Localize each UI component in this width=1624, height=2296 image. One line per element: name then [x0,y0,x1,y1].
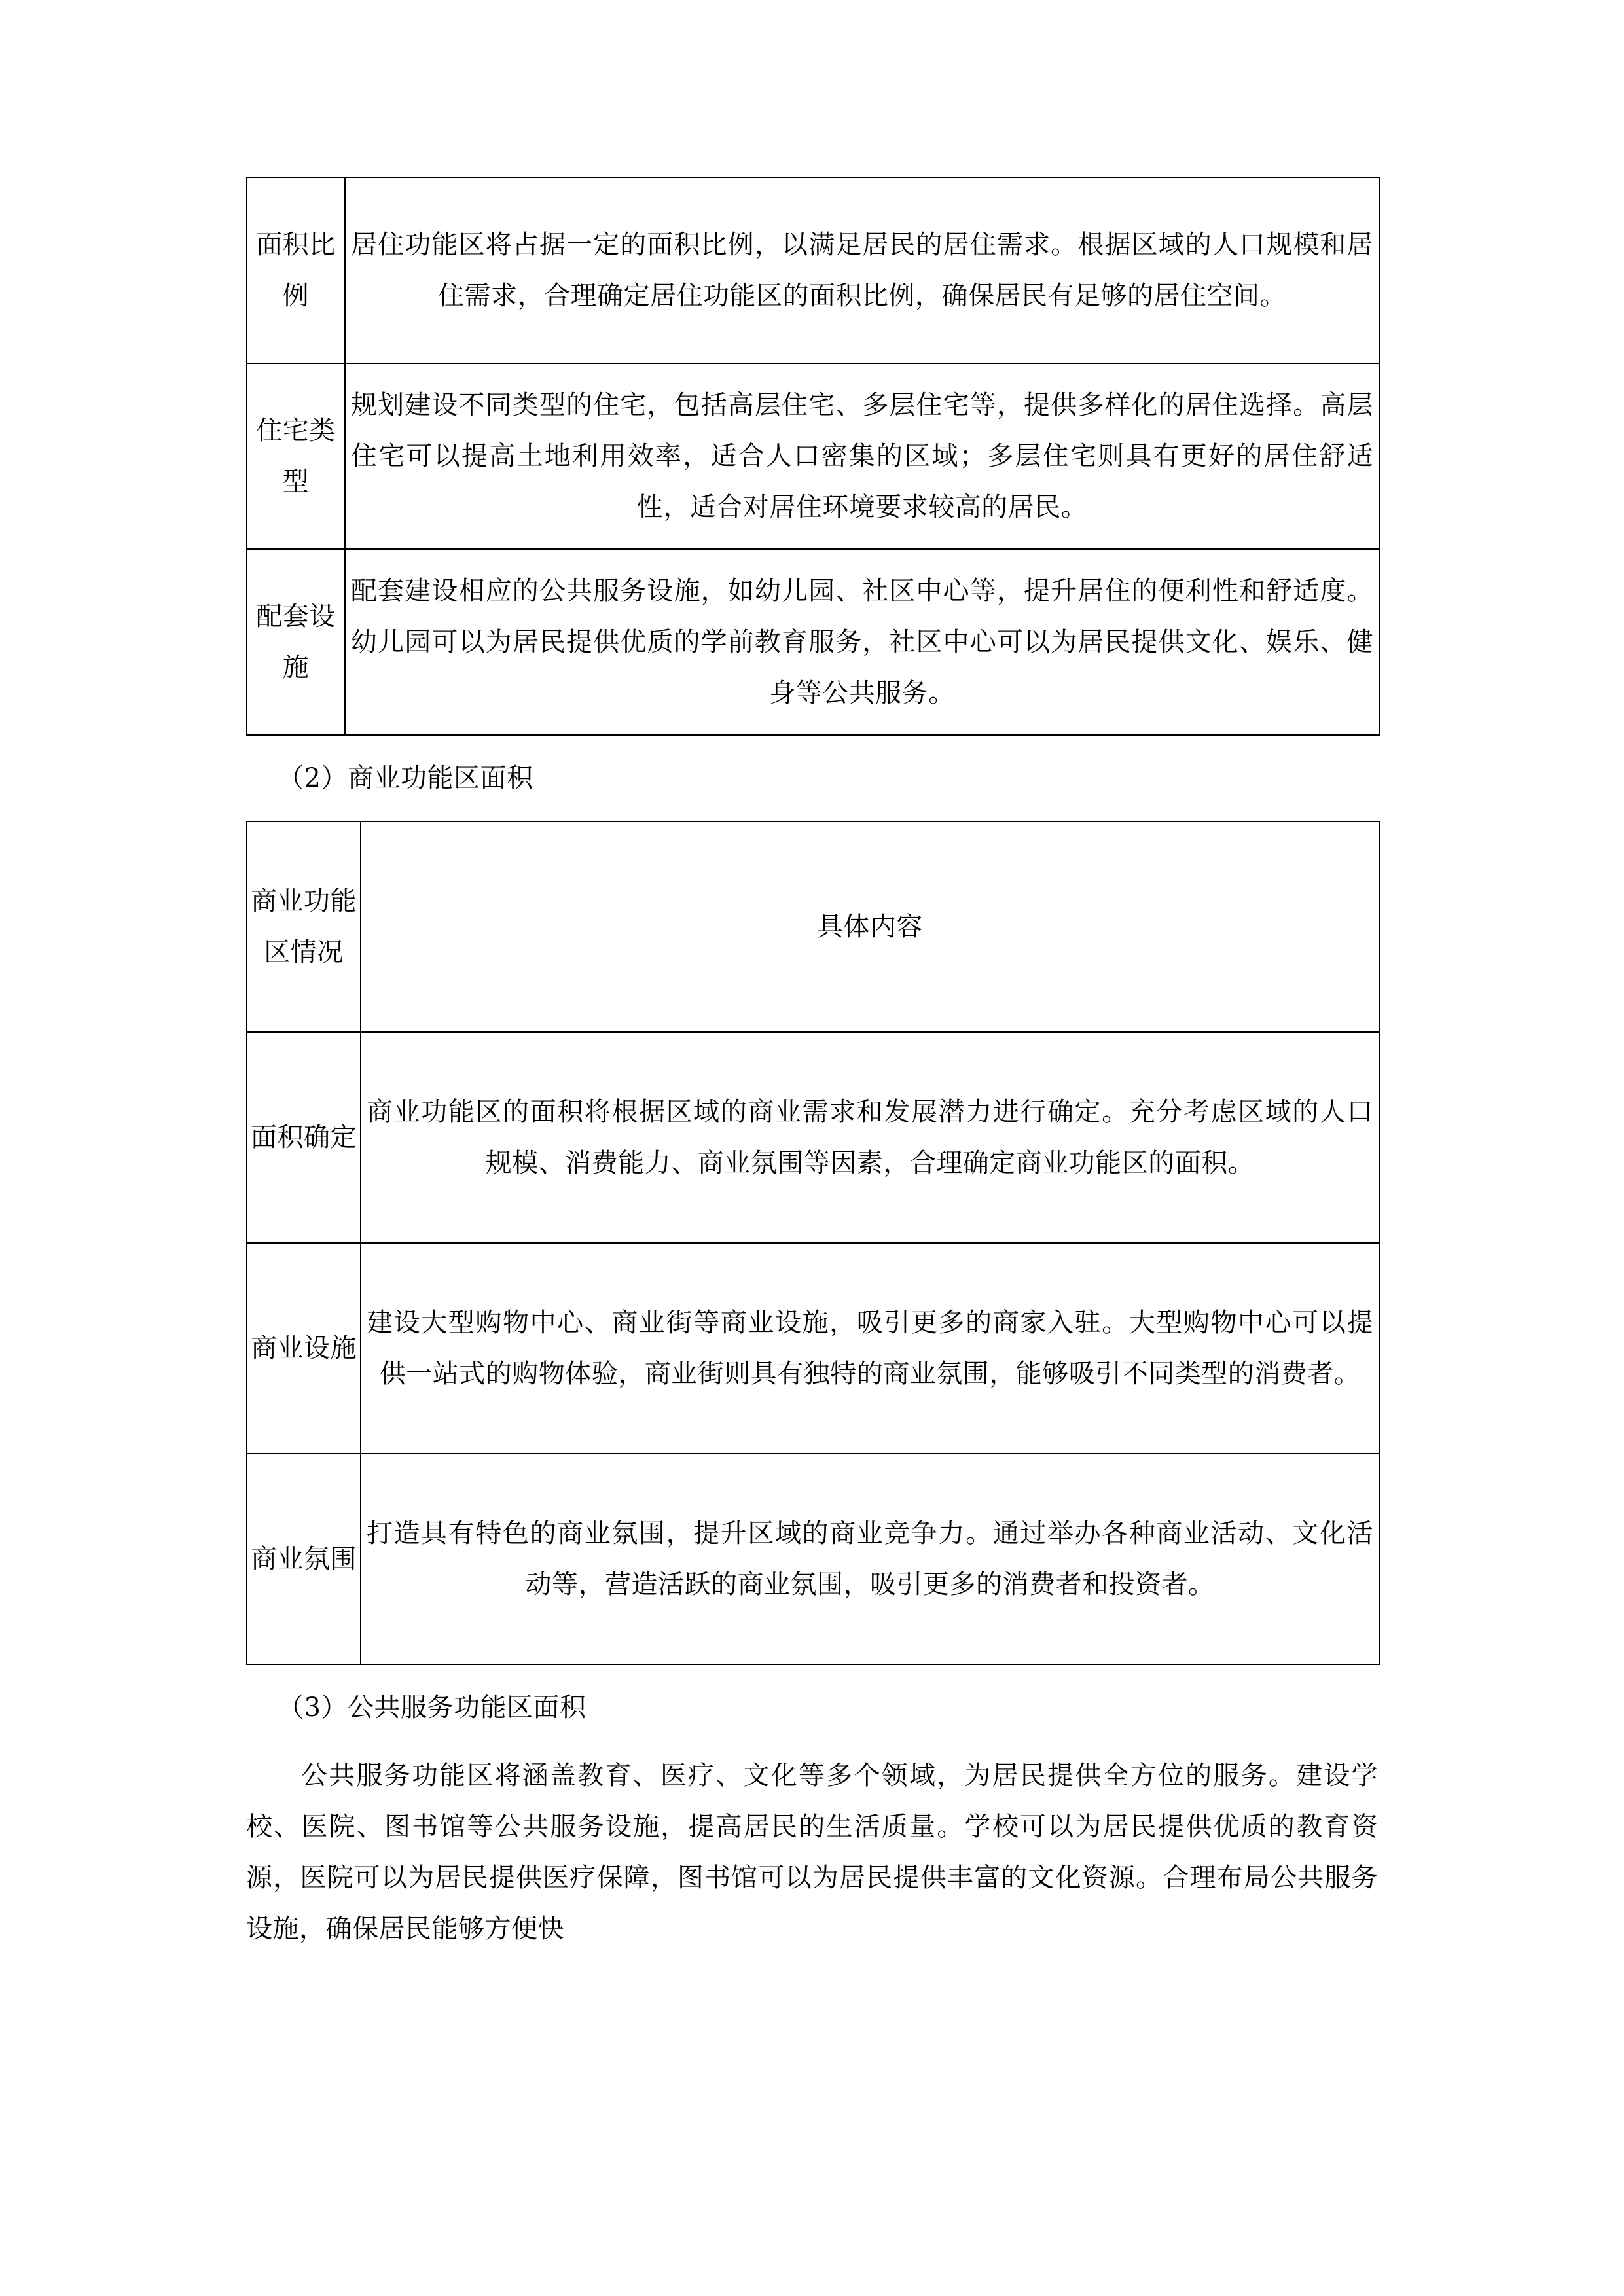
table-header-content: 具体内容 [361,821,1379,1032]
row-content-supporting-facilities: 配套建设相应的公共服务设施，如幼儿园、社区中心等，提升居住的便利性和舒适度。幼儿园可以为居民提供优质的学前教育服务，社区中心可以为居民提供文化、娱乐、健身等公共服务。 [345,549,1379,735]
section-heading-commercial-area: （2）商业功能区面积 [278,763,533,793]
row-content-commercial-facilities: 建设大型购物中心、商业街等商业设施，吸引更多的商家入驻。大型购物中心可以提供一站式的购物体验，商业街则具有独特的商业氛围，能够吸引不同类型的消费者。 [361,1243,1379,1454]
public-service-paragraph: 公共服务功能区将涵盖教育、医疗、文化等多个领域，为居民提供全方位的服务。建设学校、医院、图书馆等公共服务设施，提高居民的生活质量。学校可以为居民提供优质的教育资源，医院可以为居民提供医疗保障，图书馆可以为居民提供丰富的文化资源。合理布局公共服务设施，确保居民能够方便快 [246,1761,1378,1944]
residential-function-table [246,177,1380,736]
commercial-function-table [246,821,1380,1665]
table-row [247,549,1379,735]
row-label-area-determination: 面积确定 [247,1032,361,1243]
section-heading-public-service-area: （3）公共服务功能区面积 [278,1693,586,1723]
table-row [247,1243,1379,1454]
row-label-area-ratio: 面积比例 [247,177,345,363]
table-row [247,1454,1379,1664]
table-header-row [247,821,1379,1032]
row-label-commercial-ambience: 商业氛围 [247,1454,361,1664]
row-label-supporting-facilities: 配套设施 [247,549,345,735]
row-content-area-ratio: 居住功能区将占据一定的面积比例，以满足居民的居住需求。根据区域的人口规模和居住需求，合理确定居住功能区的面积比例，确保居民有足够的居住空间。 [345,177,1379,363]
table-header-label: 商业功能区情况 [247,821,361,1032]
table-row [247,363,1379,549]
row-content-commercial-ambience: 打造具有特色的商业氛围，提升区域的商业竞争力。通过举办各种商业活动、文化活动等，营造活跃的商业氛围，吸引更多的消费者和投资者。 [361,1454,1379,1664]
row-label-commercial-facilities: 商业设施 [247,1243,361,1454]
row-content-area-determination: 商业功能区的面积将根据区域的商业需求和发展潜力进行确定。充分考虑区域的人口规模、消费能力、商业氛围等因素，合理确定商业功能区的面积。 [361,1032,1379,1243]
row-content-housing-type: 规划建设不同类型的住宅，包括高层住宅、多层住宅等，提供多样化的居住选择。高层住宅可以提高土地利用效率，适合人口密集的区域；多层住宅则具有更好的居住舒适性，适合对居住环境要求较高的居民。 [345,363,1379,549]
table-row [247,1032,1379,1243]
table-row [247,177,1379,363]
row-label-housing-type: 住宅类型 [247,363,345,549]
